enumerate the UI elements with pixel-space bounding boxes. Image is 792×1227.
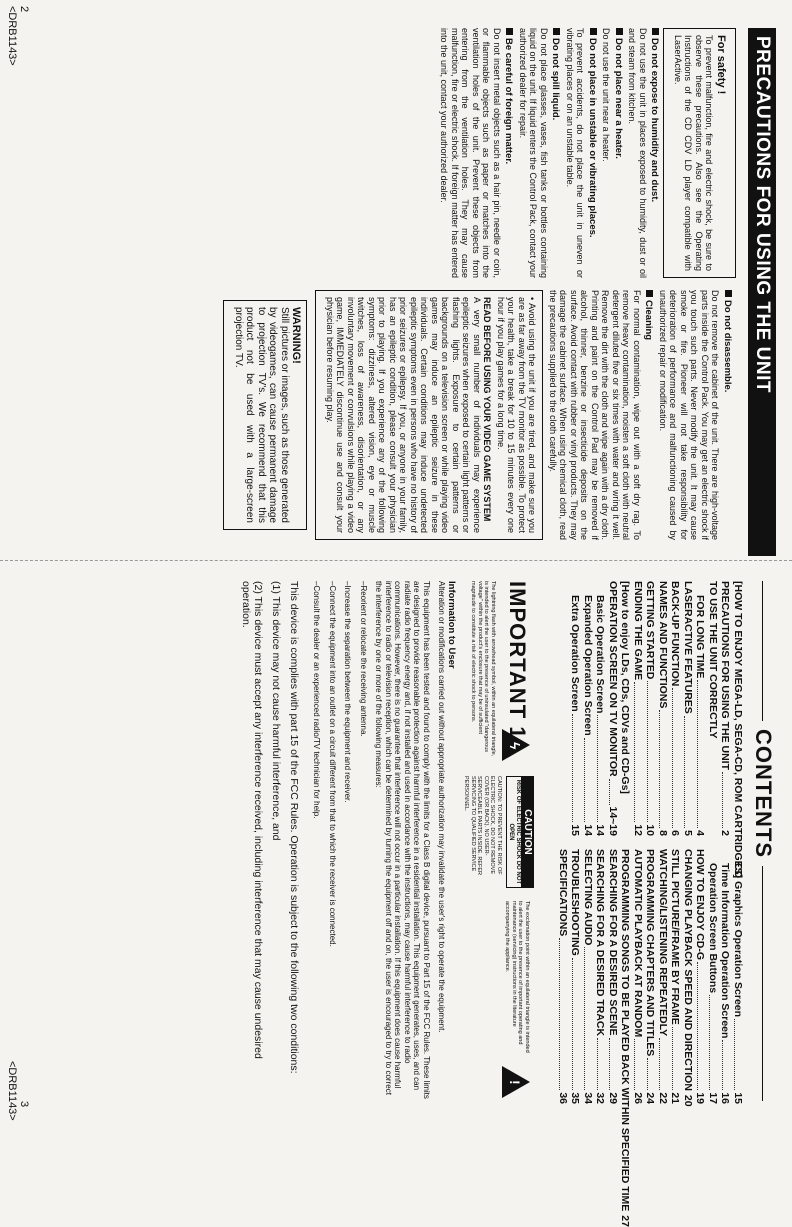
toc-dot-leader [572, 714, 582, 823]
part15-text: This device is complies with part 15 of the FCC Rules. Operation is subject to the following two conditions: [288, 581, 300, 1074]
toc-dot-leader [697, 680, 707, 828]
toc-dot-leader [597, 1038, 607, 1090]
toc-entry [607, 581, 620, 836]
toc-entry [619, 849, 632, 1227]
caution-label [506, 776, 534, 888]
toc-dot-leader [635, 1039, 645, 1090]
toc-title: Expanded Operation Screen [582, 595, 594, 736]
toc-title: CD Graphics Operation Screen [732, 863, 744, 1018]
lightning-note: The lightning flash with arrowhead symbol, within an equilateral triangle, is intended to alert the user to the presence of uninsulated "dangerous voltage" within the product's enclosure that may be of sufficient magnitude to constitute a risk of electric shock to persons. [470, 581, 496, 757]
precaution-section [658, 290, 733, 540]
safety-box [664, 28, 737, 278]
contents-title: CONTENTS [750, 581, 776, 1101]
toc-title: PROGRAMMING CHAPTERS AND TITLES [644, 849, 657, 1057]
toc-title: TROUBLESHOOTING [569, 849, 582, 956]
toc-page: 24 [644, 1092, 657, 1104]
left-column-1 [436, 28, 736, 278]
toc-entry [594, 849, 607, 1104]
toc-entry [682, 581, 695, 836]
toc-dot-leader [722, 1040, 732, 1090]
section-heading: Do not spill liquid. [550, 28, 561, 278]
toc-dot-leader [585, 947, 595, 1090]
toc-page: 4 [694, 830, 707, 836]
warning-text: Still pictures or images, such as those generated by videogames, can cause permanent damage to projection TV's. We recommend that this product not be used with a large-screen projection TV. [233, 307, 290, 523]
toc-title: WATCHING/LISTENING REPEATEDLY [657, 849, 669, 1037]
page-banner: PRECAUTIONS FOR USING THE UNIT [748, 28, 776, 556]
condition-item: (2) This device must accept any interference received, including interference that may cause undesired operation. [240, 581, 264, 1059]
square-bullet-icon [507, 28, 514, 35]
toc-title: SEARCHING FOR A DESIRED TRACK [594, 849, 607, 1037]
left-page-number: 2 [18, 6, 30, 13]
toc-entry [732, 849, 745, 1104]
measures-list [312, 581, 368, 1106]
precaution-section [518, 28, 561, 278]
toc-dot-leader [735, 1019, 745, 1090]
toc-dot-leader [672, 1027, 682, 1091]
square-bullet-icon [647, 290, 654, 297]
toc-title: [How to enjoy LDs, CDs, CDVs and CD-Gs] [619, 581, 632, 794]
toc-page: 17 [707, 1092, 719, 1104]
toc-title: OPERATION SCREEN ON TV MONITOR [607, 581, 619, 777]
toc-dot-leader [610, 1038, 620, 1091]
measure-item: –Increase the separation between the equipment and receiver. [343, 581, 353, 803]
section-text: Do not use the unit in places exposed to humidity, dust or oil and steam from kitchen. [627, 28, 648, 278]
right-page-number: 3 [18, 1101, 30, 1108]
toc-page: 36 [557, 1092, 569, 1104]
toc-title: SPECIFICATIONS [557, 849, 569, 937]
safety-title: For safety ! [715, 35, 727, 95]
toc-page: 27 [619, 1215, 632, 1227]
toc-title: GETTING STARTED [644, 581, 657, 680]
left-page-code: <DRB1143> [6, 6, 18, 66]
toc-page: 14~19 [607, 806, 619, 836]
toc-title: PRECAUTIONS FOR USING THE UNIT [719, 581, 732, 771]
video-game-box [316, 290, 544, 540]
info-text: Alteration or modifications carried out without appropriate authorization may invalidate the user's right to operate the equipment. [437, 581, 447, 1033]
video-text: A very small number of individuals may experience epileptic seizures when exposed to certain light patterns or flashing lights. Exposure to certain patterns or backgrounds on a television screen or while playing video games may induce an epileptic seizure in these individuals. Certain conditions may induce undetected epileptic symptoms even in persons who have no history of prior seizures or epilepsy. If you, or anyone in your family, has an epileptic condition, please consult your physician prior to playing. If you experience any of the following symptoms: dizziness, altered vision, eye or muscle twitches, loss of awareness, disorientation, or any involuntary movement or convulsions while playing a video game, IMMEDIATELY discontinue use and consult your physician before resuming play. [325, 297, 482, 533]
right-page-code: <DRB1143> [6, 1061, 18, 1121]
toc-page: 2 [719, 830, 732, 836]
toc-page: 19 [694, 1092, 707, 1104]
toc-dot-leader [672, 688, 682, 828]
toc-title: SELECTING AUDIO [582, 849, 594, 946]
toc-entry [707, 849, 720, 1104]
toc-dot-leader [560, 938, 570, 1090]
right-page [0, 561, 792, 1227]
toc-dot-leader [610, 779, 620, 805]
toc-entry [619, 581, 632, 836]
toc-page: 21 [669, 1092, 682, 1104]
section-text: Do not use the unit near a heater. [601, 28, 612, 162]
toc-page: 29 [607, 1092, 619, 1104]
toc-title: CHANGING PLAYBACK SPEED AND DIRECTION [682, 849, 694, 1091]
toc-entry [694, 849, 707, 1104]
video-heading: READ BEFORE USING YOUR VIDEO GAME SYSTEM [482, 297, 493, 522]
toc-entry [569, 849, 582, 1104]
section-heading: Do not place near a heater. [613, 28, 624, 278]
square-bullet-icon [554, 28, 561, 35]
precaution-section [548, 290, 654, 540]
square-bullet-icon [653, 28, 660, 35]
square-bullet-icon [616, 28, 623, 35]
toc-dot-leader [660, 710, 670, 828]
toc-column-1 [569, 581, 744, 879]
lightning-warning-icon: ϟ [502, 729, 530, 761]
toc-page: 8 [657, 830, 669, 836]
toc-entry [632, 849, 645, 1104]
toc-entry [644, 849, 657, 1104]
toc-entry [719, 849, 732, 1104]
warning-title: WARNING! [290, 307, 303, 364]
toc-entry [582, 849, 595, 1104]
section-heading: Do not expose to humidity and dust. [649, 28, 660, 278]
toc-title: PROGRAMMING SONGS TO BE PLAYED BACK WITHIN SPECIFIED TIME [619, 849, 632, 1212]
safety-text: To prevent malfunction, fire and electric shock, be sure to observe these precautions. Also see the Operating Instructions of the CD CDV LD player compatible with LaserActive. [673, 35, 715, 271]
toc-dot-leader [722, 772, 732, 828]
toc-page: 14 [594, 824, 607, 836]
toc-title: TO USE THE UNIT CORRECTLY [707, 581, 719, 739]
toc-entry [682, 849, 695, 1107]
toc-page: 20 [682, 1094, 694, 1107]
conditions-list [240, 581, 282, 1106]
precaution-section [601, 28, 623, 278]
square-bullet-icon [725, 290, 732, 297]
toc-dot-leader [647, 1058, 657, 1090]
info-heading: Information to User [446, 581, 457, 669]
toc-dot-leader [697, 962, 707, 1090]
toc-page: 26 [632, 1092, 644, 1104]
toc-page: 12 [632, 824, 644, 836]
toc-entry [669, 849, 682, 1104]
toc-page: 32 [594, 1092, 607, 1104]
precaution-section [627, 28, 660, 278]
fcc-text: This equipment has been tested and found to comply with the limits for a Class B digital device, pursuant to Part 15 of the FCC Rules. These limits are designed to provide reasonable protection against harmful interference in a residential installation. This equipment generates, uses, and can radiate radio frequency energy and, if not installed and used in accordance with the instructions, may cause harmful interference to radio communications. However, there is no guarantee that interference will not occur in a particular installation. If this equipment does cause harmful interference to radio or television reception, which can be determined by turning the equipment off and on, the user is encouraged to try to correct the interference by one or more of the following measures: [374, 581, 431, 1099]
toc-entry [644, 581, 657, 836]
part15-block [234, 581, 300, 1106]
toc-title: Basic Operation Screen [594, 595, 607, 714]
important-title: IMPORTANT 1 [505, 581, 530, 740]
warning-box [224, 300, 308, 530]
col1-sections [439, 28, 660, 278]
exclamation-warning-icon: ! [502, 1066, 530, 1098]
measure-item: –Reorient or relocate the receiving antenna. [359, 581, 368, 737]
toc-page: 22 [657, 1092, 669, 1104]
toc-page: 10 [644, 824, 657, 836]
toc-entry [657, 849, 670, 1104]
measure-item: –Consult the dealer or an experienced radio/TV technician for help. [312, 581, 322, 819]
toc-entry [657, 581, 670, 836]
toc-title: ENDING THE GAME [632, 581, 644, 681]
toc-title: STILL PICTURE/FRAME BY FRAME [669, 849, 682, 1025]
toc-page: 16 [719, 1092, 732, 1104]
toc-entry [607, 849, 620, 1104]
section-heading: Cleaning [643, 290, 654, 540]
toc-title: [HOW TO ENJOY MEGA-LD, SEGA-CD, ROM CARTRIDGES] [732, 581, 744, 879]
toc-title: HOW TO ENJOY CD-G [694, 849, 707, 961]
toc-page: 14 [582, 824, 594, 836]
toc-dot-leader [572, 958, 582, 1091]
video-bullet: • Avoid using the unit if you are tired, and make sure you are as far away from the TV monitor as possible. To protect your health, take a break for 10 to 15 minutes every one hour if you play games for a long time. [496, 297, 538, 533]
toc-dot-leader [585, 738, 595, 823]
toc-entry [569, 581, 582, 836]
measure-item: –Connect the equipment into an outlet on a circuit different from that to which the receiver is connected. [328, 581, 337, 947]
toc-page: 15 [569, 824, 582, 836]
precaution-section [439, 28, 514, 278]
toc-page: 34 [582, 1092, 594, 1104]
section-text: Do not insert metal objects such as a hair pin, needle or coin, or flammable objects such as paper or matches into the ventilation holes of the unit. Prevent these objects from entering from the ventilation holes. They may cause malfunction, fire or electric shock. If foreign matter has entered into the unit, contact your authorized dealer. [439, 28, 502, 278]
toc-page: 15 [732, 1092, 744, 1104]
exclamation-note: The exclamation point within an equilateral triangle is intended to alert the user to the presence of important operating and maintenance (servicing) instructions in the literature accompanying the appliance. [504, 901, 530, 1053]
caution-text: CAUTION: TO PREVENT THE RISK OF ELECTRIC SHOCK, DO NOT REMOVE COVER (OR BACK). NO USER-SERVICEABLE PARTS INSIDE. REFER SERVICING TO QUALIFIED SERVICE PERSONNEL. [463, 776, 502, 876]
section-text: Do not remove the cabinet of the unit. There are high-voltage parts inside the Control Pack. You may get an electric shock if you touch such parts. Never modify the unit. It may cause smoke or fire. Pioneer will not take responsibility for deterioration of performance and malfunctioning caused by unauthorized repair or modification. [658, 290, 721, 540]
toc-entry [694, 581, 707, 836]
toc-title: FOR LONG TIME [694, 595, 707, 679]
caution-sub: RISK OF ELECTRIC SHOCK DO NOT OPEN [508, 779, 521, 885]
toc-title: LASERACTIVE FEATURES [682, 581, 694, 714]
toc-title: Extra Operation Screen [569, 595, 582, 712]
section-text: For normal contamination, wipe out with a soft dry rag. To remove heavy contamination, moisten a soft cloth with neutral detergent diluted five or six times with water and wring it well. Remove the dirt with the cloth and wipe again with a dry cloth. Printing and paint on the Control Pad may be removed if alcohol, thinner, benzine or insecticide deposits on the surface. Avoid contact with rubber or vinyl products. They may damage the cabinet surface. When using chemical cloth, read the precautions supplied to the cloth carefully. [548, 290, 642, 540]
toc-title: AUTOMATIC PLAYBACK AT RANDOM [632, 849, 644, 1038]
toc-page: 5 [682, 830, 694, 836]
col2-sections [548, 290, 733, 540]
toc-title: SEARCHING FOR A DESIRED SCENE [607, 849, 619, 1036]
toc-entry [557, 849, 570, 1104]
toc-entry [669, 581, 682, 836]
toc-entry [582, 581, 595, 836]
toc-entry [594, 581, 607, 836]
toc-page: 35 [569, 1092, 582, 1104]
section-heading: Do not place in unstable or vibrating places. [587, 28, 598, 278]
toc-dot-leader [635, 682, 645, 822]
caution-title: CAUTION [521, 777, 533, 887]
section-heading: Be careful of foreign matter. [503, 28, 514, 278]
toc-entry [707, 581, 720, 836]
toc-dot-leader [710, 995, 720, 1090]
toc-title: Operation Screen Buttons [707, 863, 719, 994]
toc-title: BACK-UP FUNCTION [669, 581, 682, 687]
condition-item: (1) This device may not cause harmful interference, and [270, 581, 282, 841]
fcc-block [306, 581, 456, 1106]
section-heading: Do not disassemble. [722, 290, 733, 540]
toc-dot-leader [647, 681, 657, 822]
toc-dot-leader [685, 716, 695, 828]
section-text: Do not place glasses, vases, fish tanks or bottles containing liquid on the unit. If liquid enters the Control Pack, contact your authorized dealer for repair. [518, 28, 549, 278]
toc-column-2 [557, 849, 745, 1227]
toc-title: NAMES AND FUNCTIONS [657, 581, 669, 709]
left-page [0, 0, 792, 561]
toc-entry [732, 581, 745, 879]
toc-entry [632, 581, 645, 836]
toc-dot-leader [660, 1038, 670, 1090]
section-text: To prevent accidents, do not place the unit in uneven or vibrating places or on an unstable table. [565, 28, 586, 278]
toc-page: 6 [669, 830, 682, 836]
toc-title: Time Information Operation Screen [719, 863, 732, 1039]
toc-dot-leader [597, 715, 607, 822]
square-bullet-icon [590, 28, 597, 35]
toc-entry [719, 581, 732, 836]
left-column-2 [224, 290, 737, 540]
precaution-section [565, 28, 598, 278]
